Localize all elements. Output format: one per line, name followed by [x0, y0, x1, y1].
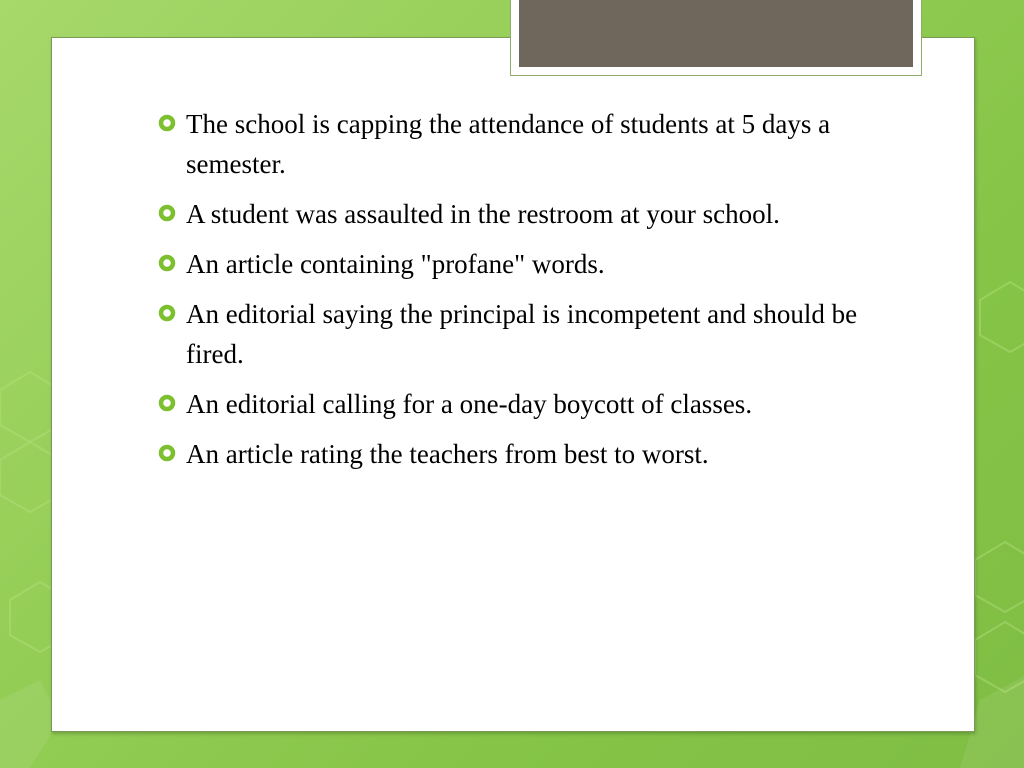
ring-bullet-icon — [158, 204, 176, 222]
bullet-list — [158, 104, 898, 484]
bullet-item — [158, 384, 898, 424]
ring-bullet-icon — [158, 114, 176, 132]
bullet-item — [158, 104, 898, 184]
ring-bullet-icon — [158, 254, 176, 272]
bullet-text: An article rating the teachers from best to worst. — [186, 439, 709, 469]
bullet-text: An editorial saying the principal is incompetent and should be fired. — [186, 299, 858, 369]
title-placeholder-block — [519, 0, 913, 67]
bullet-item — [158, 294, 898, 374]
bullet-text: A student was assaulted in the restroom at your school. — [186, 199, 780, 229]
ring-bullet-icon — [158, 304, 176, 322]
bullet-text: An article containing "profane" words. — [186, 249, 605, 279]
bullet-text: The school is capping the attendance of students at 5 days a semester. — [186, 109, 831, 179]
ring-bullet-icon — [158, 394, 176, 412]
bullet-item — [158, 244, 898, 284]
bullet-item — [158, 434, 898, 474]
bullet-item — [158, 194, 898, 234]
title-placeholder-frame — [510, 0, 922, 76]
ring-bullet-icon — [158, 444, 176, 462]
bullet-text: An editorial calling for a one-day boycott of classes. — [186, 389, 753, 419]
